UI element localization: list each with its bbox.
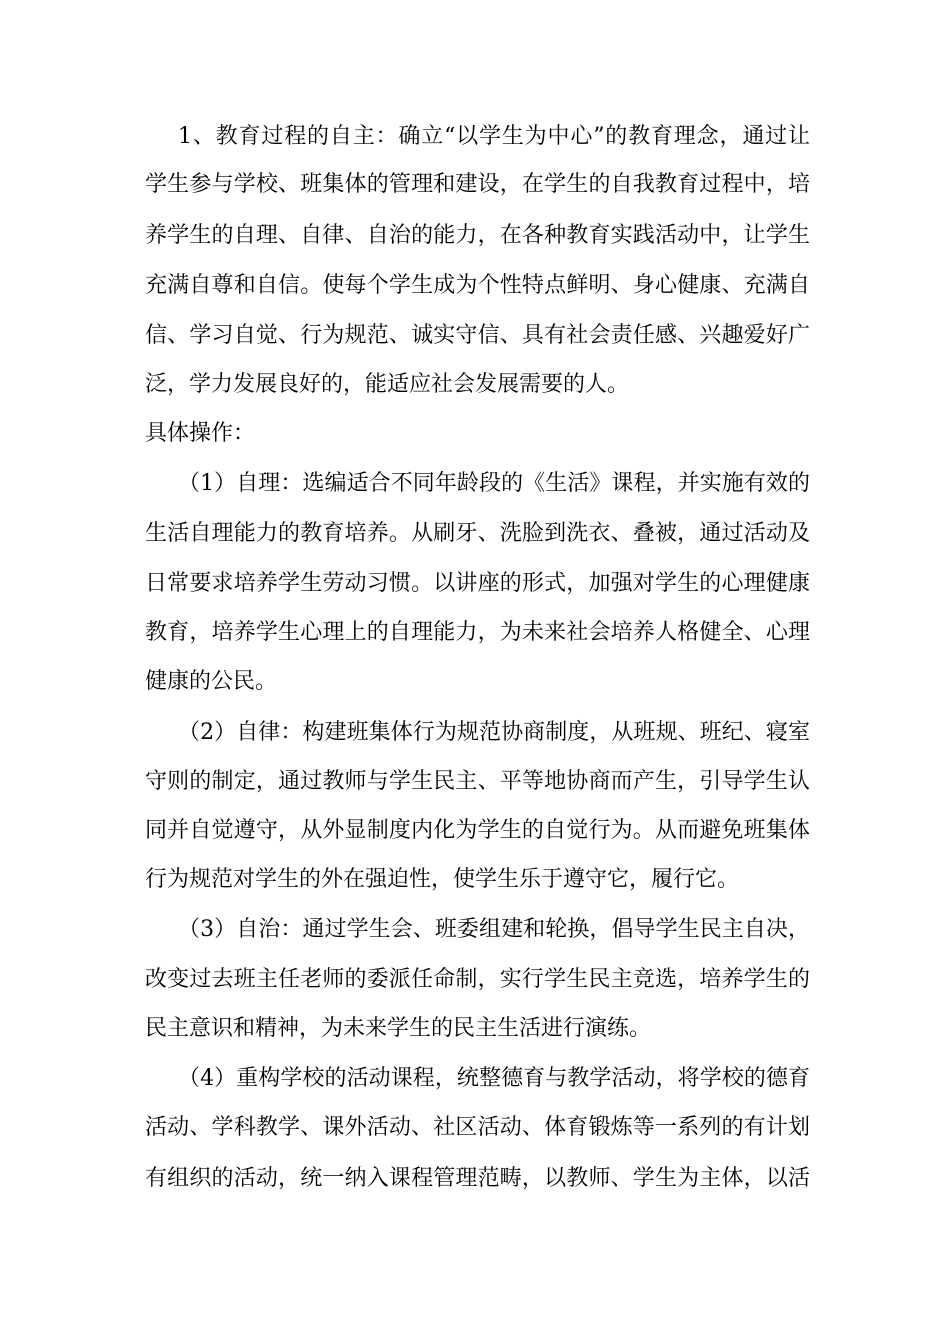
paragraph-1-line-2: 学生参与学校、班集体的管理和建设，在学生的自我教育过程中，培 <box>145 172 810 197</box>
paragraph-5-line-3: 有组织的活动，统一纳入课程管理范畴，以教师、学生为主体，以活 <box>145 1166 810 1191</box>
paragraph-2-line-1: （1）自理：选编适合不同年龄段的《生活》课程，并实施有效的 <box>178 471 810 496</box>
paragraph-2-line-4: 教育，培养学生心理上的自理能力，为未来社会培养人格健全、心理 <box>145 620 810 645</box>
paragraph-3-line-4: 行为规范对学生的外在强迫性，使学生乐于遵守它，履行它。 <box>145 867 740 892</box>
paragraph-2-line-3: 日常要求培养学生劳动习惯。以讲座的形式，加强对学生的心理健康 <box>145 571 810 596</box>
paragraph-4-line-2: 改变过去班主任老师的委派任命制，实行学生民主竞选，培养学生的 <box>145 967 810 992</box>
paragraph-2-line-2: 生活自理能力的教育培养。从刷牙、洗脸到洗衣、叠被，通过活动及 <box>145 521 810 546</box>
paragraph-1-line-1: 1、教育过程的自主：确立“以学生为中心”的教育理念，通过让 <box>178 124 810 149</box>
paragraph-5-line-2: 活动、学科教学、课外活动、社区活动、体育锻炼等一系列的有计划 <box>145 1115 810 1140</box>
paragraph-1-line-6: 泛，学力发展良好的，能适应社会发展需要的人。 <box>145 372 630 397</box>
section-label: 具体操作： <box>145 421 256 446</box>
paragraph-1-line-5: 信、学习自觉、行为规范、诚实守信、具有社会责任感、兴趣爱好广 <box>145 323 810 348</box>
paragraph-1-line-4: 充满自尊和自信。使每个学生成为个性特点鲜明、身心健康、充满自 <box>145 273 810 298</box>
paragraph-2-line-5: 健康的公民。 <box>145 669 278 694</box>
paragraph-4-line-1: （3）自治：通过学生会、班委组建和轮换，倡导学生民主自决， <box>178 917 810 942</box>
paragraph-1-line-3: 养学生的自理、自律、自治的能力，在各种教育实践活动中，让学生 <box>145 223 810 248</box>
paragraph-4-line-3: 民主意识和精神，为未来学生的民主生活进行演练。 <box>145 1016 652 1041</box>
paragraph-3-line-2: 守则的制定，通过教师与学生民主、平等地协商而产生，引导学生认 <box>145 769 810 794</box>
paragraph-5-line-1: （4）重构学校的活动课程，统整德育与教学活动，将学校的德育 <box>178 1066 810 1091</box>
paragraph-3-line-3: 同并自觉遵守，从外显制度内化为学生的自觉行为。从而避免班集体 <box>145 818 810 843</box>
paragraph-3-line-1: （2）自律：构建班集体行为规范协商制度，从班规、班纪、寝室 <box>178 720 810 745</box>
